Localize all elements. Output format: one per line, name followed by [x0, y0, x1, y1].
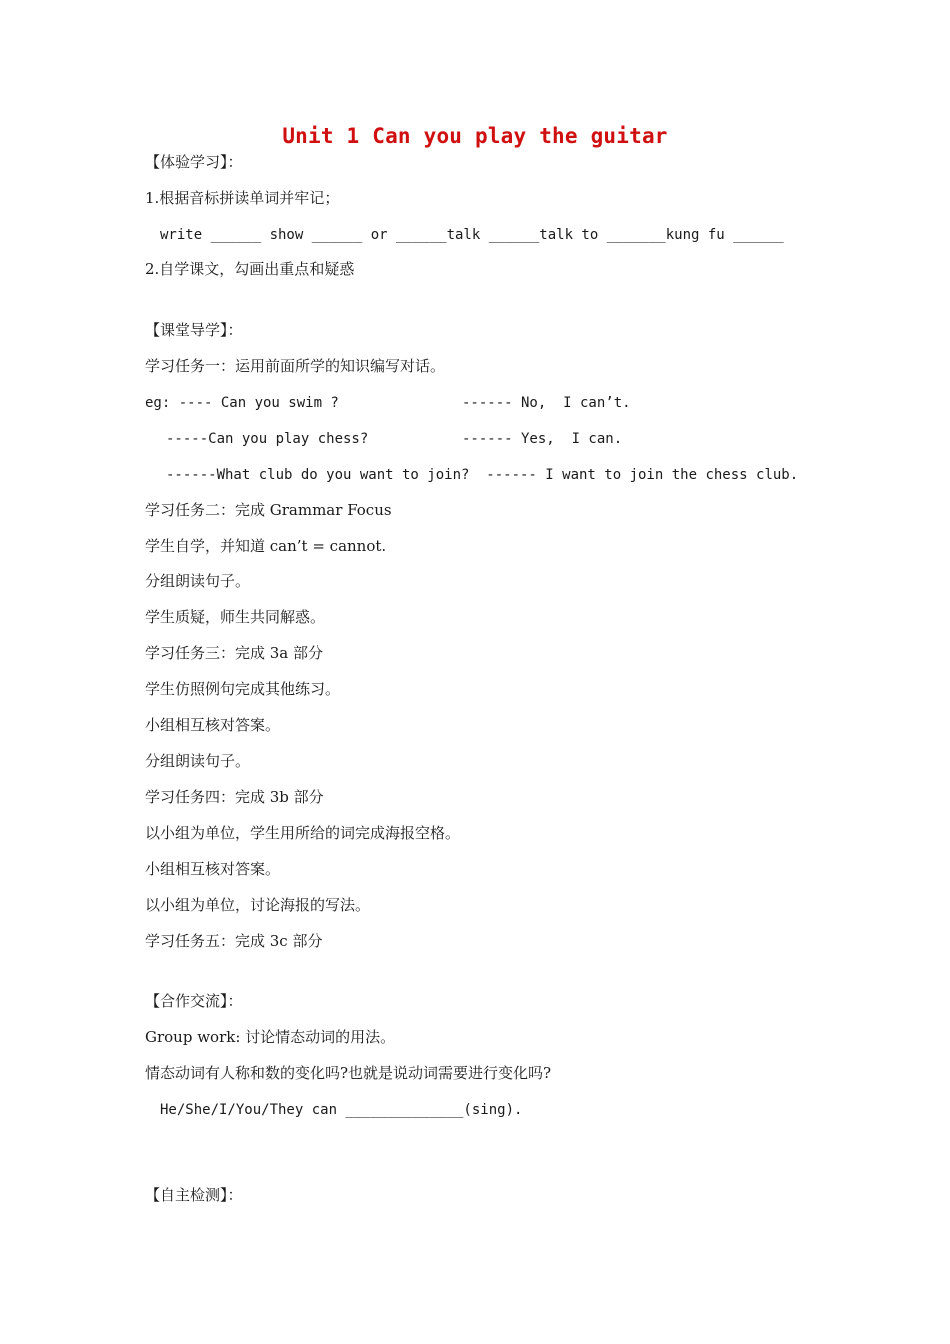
- example-dialogue-3: ------What club do you want to join? ------ I want to join the chess club.: [166, 467, 799, 483]
- task-2-line-3: 学生质疑，师生共同解惑。: [145, 608, 326, 626]
- group-work-line: Group work: 讨论情态动词的用法。: [145, 1028, 396, 1046]
- example-question-1: eg: ---- Can you swim ?: [145, 395, 339, 411]
- section-header-self-test: 【自主检测】：: [145, 1186, 243, 1204]
- task-4-line-1: 以小组为单位，学生用所给的词完成海报空格。: [145, 824, 461, 842]
- task-5: 学习任务五：完成 3c 部分: [145, 932, 323, 950]
- task-2-line-2: 分组朗读句子。: [145, 572, 251, 590]
- section-header-experience: 【体验学习】：: [145, 153, 243, 171]
- task-3-line-2: 小组相互核对答案。: [145, 716, 281, 734]
- example-answer-1: ------ No, I can’t.: [462, 395, 631, 411]
- task-3-line-3: 分组朗读句子。: [145, 752, 251, 770]
- task-3: 学习任务三：完成 3a 部分: [145, 644, 324, 662]
- section-header-cooperation: 【合作交流】：: [145, 992, 243, 1010]
- exercise-item-1: 1.根据音标拼读单词并牢记；: [145, 189, 340, 207]
- section-header-classroom: 【课堂导学】：: [145, 321, 243, 339]
- task-4-line-2: 小组相互核对答案。: [145, 860, 281, 878]
- page-title: Unit 1 Can you play the guitar: [282, 124, 668, 148]
- task-2-line-1: 学生自学，并知道 can’t = cannot.: [145, 537, 387, 555]
- task-4-line-3: 以小组为单位，讨论海报的写法。: [145, 896, 371, 914]
- task-1: 学习任务一：运用前面所学的知识编写对话。: [145, 357, 446, 375]
- task-3-line-1: 学生仿照例句完成其他练习。: [145, 680, 341, 698]
- task-4: 学习任务四：完成 3b 部分: [145, 788, 324, 806]
- example-question-2: -----Can you play chess?: [166, 431, 369, 447]
- exercise-item-2: 2.自学课文，勾画出重点和疑惑: [145, 260, 355, 278]
- example-answer-2: ------ Yes, I can.: [462, 431, 623, 447]
- fill-in-sentence: He/She/I/You/They can ______________(sing).: [160, 1102, 523, 1118]
- task-2: 学习任务二：完成 Grammar Focus: [145, 501, 392, 519]
- modal-verb-question: 情态动词有人称和数的变化吗?也就是说动词需要进行变化吗?: [145, 1064, 552, 1082]
- vocabulary-blanks: write ______ show ______ or ______talk ______talk to _______kung fu ______: [160, 227, 784, 243]
